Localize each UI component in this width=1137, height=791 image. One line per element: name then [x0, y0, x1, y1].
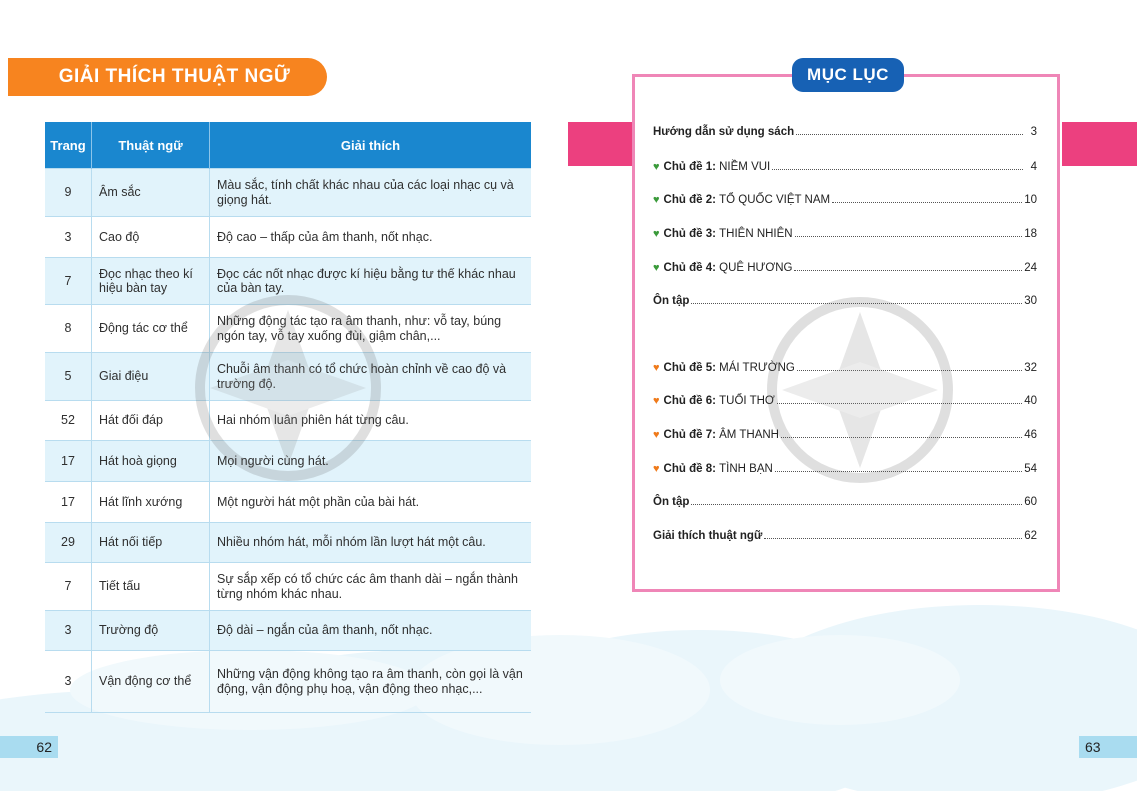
- header-page: Trang: [45, 122, 92, 169]
- row-term: Hát lĩnh xướng: [92, 482, 210, 523]
- row-page: 3: [45, 217, 92, 258]
- toc-item: [653, 492, 1037, 508]
- row-page: 52: [45, 401, 92, 441]
- heart-icon: ♥: [653, 194, 660, 206]
- row-term: Hát hoà giọng: [92, 441, 210, 482]
- row-explanation: Độ cao – thấp của âm thanh, nốt nhạc.: [210, 217, 532, 258]
- toc-page: 62: [1024, 530, 1037, 542]
- toc-page: 40: [1024, 395, 1037, 407]
- toc-leader-dots: [691, 503, 1022, 505]
- page-number-right: 63: [1079, 736, 1137, 758]
- toc-leader-dots: [777, 402, 1022, 404]
- table-row: [45, 217, 531, 258]
- table-row: [45, 305, 531, 353]
- toc-page: 54: [1024, 463, 1037, 475]
- row-explanation: Một người hát một phần của bài hát.: [210, 482, 532, 523]
- row-explanation: Sự sắp xếp có tổ chức các âm thanh dài – ngắn thành từng nhóm khác nhau.: [210, 563, 532, 611]
- row-term: Hát đối đáp: [92, 401, 210, 441]
- table-row: [45, 523, 531, 563]
- toc-leader-dots: [764, 537, 1022, 539]
- heart-icon: ♥: [653, 228, 660, 240]
- toc-page: 10: [1024, 194, 1037, 206]
- glossary-header-row: [45, 122, 531, 169]
- toc-page: 30: [1024, 295, 1037, 307]
- heart-icon: ♥: [653, 429, 660, 441]
- glossary-table: [45, 122, 531, 713]
- table-row: [45, 169, 531, 217]
- toc-page: 18: [1024, 228, 1037, 240]
- toc-topic-name: NIỀM VUI: [719, 161, 771, 173]
- row-page: 8: [45, 305, 92, 353]
- toc-topic-name: ÂM THANH: [719, 429, 779, 441]
- toc-leader-dots: [795, 235, 1023, 237]
- heart-icon: ♥: [653, 395, 660, 407]
- row-term: Âm sắc: [92, 169, 210, 217]
- toc-leader-dots: [772, 168, 1023, 170]
- toc-label: Chủ đề 2:: [663, 194, 720, 206]
- toc-page: 24: [1024, 262, 1037, 274]
- toc-item: [653, 425, 1037, 441]
- toc-topic-name: MÁI TRƯỜNG: [719, 362, 795, 374]
- toc-leader-dots: [832, 201, 1022, 203]
- row-page: 17: [45, 482, 92, 523]
- toc-label: Hướng dẫn sử dụng sách: [653, 126, 795, 138]
- toc-item: [653, 190, 1037, 206]
- toc-topic-name: TỔ QUỐC VIỆT NAM: [719, 194, 831, 206]
- row-explanation: Chuỗi âm thanh có tổ chức hoàn chỉnh về cao độ và trường độ.: [210, 353, 532, 401]
- row-term: Động tác cơ thể: [92, 305, 210, 353]
- toc-topic-name: TUỔI THƠ: [719, 395, 775, 407]
- row-page: 7: [45, 563, 92, 611]
- row-page: 3: [45, 651, 92, 713]
- toc-page: 60: [1024, 496, 1037, 508]
- toc-item: [653, 258, 1037, 274]
- toc-label: Chủ đề 6:: [663, 395, 720, 407]
- toc-label: Giải thích thuật ngữ: [653, 530, 763, 542]
- toc-item: [653, 291, 1037, 307]
- row-explanation: Hai nhóm luân phiên hát từng câu.: [210, 401, 532, 441]
- table-row: [45, 258, 531, 305]
- toc-label: Chủ đề 1:: [663, 161, 720, 173]
- header-explanation: Giải thích: [210, 122, 532, 169]
- toc-leader-dots: [794, 269, 1022, 271]
- row-explanation: Những động tác tạo ra âm thanh, như: vỗ tay, búng ngón tay, vỗ tay xuống đùi, giậm chân,...: [210, 305, 532, 353]
- toc-item: [653, 157, 1037, 173]
- toc-leader-dots: [796, 133, 1023, 135]
- row-explanation: Độ dài – ngắn của âm thanh, nốt nhạc.: [210, 611, 532, 651]
- toc-topic-name: TÌNH BẠN: [719, 463, 773, 475]
- row-term: Hát nối tiếp: [92, 523, 210, 563]
- row-page: 3: [45, 611, 92, 651]
- heart-icon: ♥: [653, 463, 660, 475]
- heart-icon: ♥: [653, 161, 660, 173]
- row-explanation: Màu sắc, tính chất khác nhau của các loại nhạc cụ và giọng hát.: [210, 169, 532, 217]
- toc-item: [653, 526, 1037, 542]
- toc-title: MỤC LỤC: [792, 58, 904, 92]
- toc-leader-dots: [781, 436, 1022, 438]
- row-explanation: Nhiều nhóm hát, mỗi nhóm lần lượt hát một câu.: [210, 523, 532, 563]
- page-number-left: 62: [0, 736, 58, 758]
- toc-item: [653, 459, 1037, 475]
- row-page: 17: [45, 441, 92, 482]
- toc-leader-dots: [691, 302, 1022, 304]
- row-page: 9: [45, 169, 92, 217]
- header-term: Thuật ngữ: [92, 122, 210, 169]
- table-row: [45, 611, 531, 651]
- table-row: [45, 482, 531, 523]
- toc-label: Chủ đề 7:: [663, 429, 720, 441]
- glossary-title-banner: [8, 58, 327, 96]
- row-term: Đọc nhạc theo kí hiệu bàn tay: [92, 258, 210, 305]
- toc-item: [653, 391, 1037, 407]
- toc-page: 3: [1030, 126, 1037, 138]
- pink-band-left: [568, 122, 632, 166]
- toc-item: [653, 122, 1037, 138]
- row-page: 29: [45, 523, 92, 563]
- toc-page: 4: [1030, 161, 1037, 173]
- table-row: [45, 353, 531, 401]
- heart-icon: ♥: [653, 262, 660, 274]
- toc-label: Chủ đề 5:: [663, 362, 720, 374]
- table-row: [45, 651, 531, 713]
- toc-label: Chủ đề 4:: [663, 262, 720, 274]
- toc-label: Ôn tập: [653, 295, 690, 307]
- row-term: Cao độ: [92, 217, 210, 258]
- toc-leader-dots: [797, 369, 1022, 371]
- toc-frame: [632, 74, 1060, 592]
- row-term: Giai điệu: [92, 353, 210, 401]
- table-row: [45, 441, 531, 482]
- row-term: Trường độ: [92, 611, 210, 651]
- row-explanation: Mọi người cùng hát.: [210, 441, 532, 482]
- row-term: Tiết tấu: [92, 563, 210, 611]
- toc-label: Chủ đề 8:: [663, 463, 720, 475]
- row-explanation: Đọc các nốt nhạc được kí hiệu bằng tư thế khác nhau của bàn tay.: [210, 258, 532, 305]
- table-row: [45, 563, 531, 611]
- table-row: [45, 401, 531, 441]
- toc-page: 32: [1024, 362, 1037, 374]
- toc-item: [653, 358, 1037, 374]
- row-page: 7: [45, 258, 92, 305]
- toc-page: 46: [1024, 429, 1037, 441]
- toc-topic-name: THIÊN NHIÊN: [719, 228, 793, 240]
- row-page: 5: [45, 353, 92, 401]
- row-explanation: Những vận động không tạo ra âm thanh, còn gọi là vận động, vận động phụ hoạ, vận động theo nhạc,...: [210, 651, 532, 713]
- toc-label: Chủ đề 3:: [663, 228, 720, 240]
- toc-leader-dots: [775, 470, 1022, 472]
- row-term: Vận động cơ thể: [92, 651, 210, 713]
- toc-label: Ôn tập: [653, 496, 690, 508]
- pink-band-right: [1062, 122, 1137, 166]
- glossary-title: GIẢI THÍCH THUẬT NGỮ: [58, 66, 291, 87]
- toc-topic-name: QUÊ HƯƠNG: [719, 262, 793, 274]
- toc-item: [653, 224, 1037, 240]
- heart-icon: ♥: [653, 362, 660, 374]
